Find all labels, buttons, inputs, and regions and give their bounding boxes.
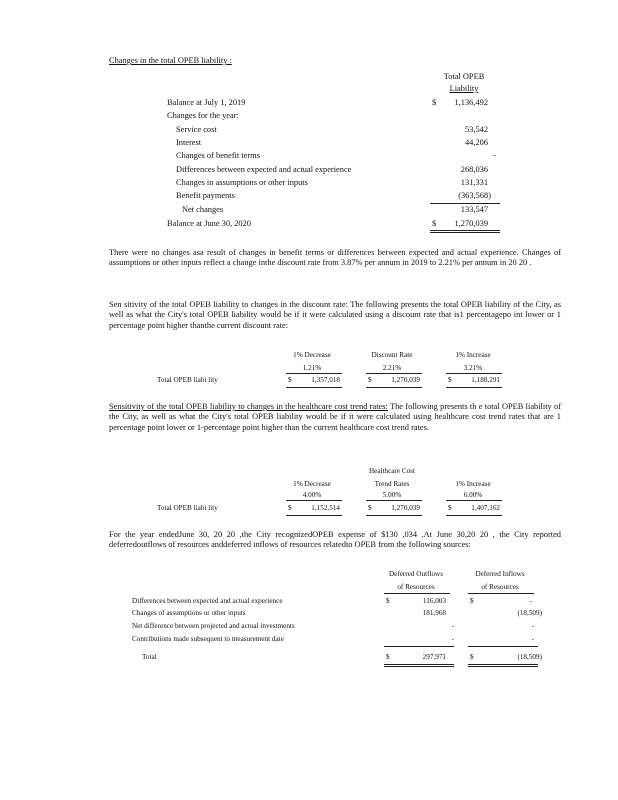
col-header: Trend Rates (374, 480, 410, 488)
dollar-sign: $ (386, 653, 390, 661)
dollar-sign: $ (386, 597, 390, 605)
paragraph-lead: Sensitivity of the total OPEB liability to changes in the healthcare cost trend rates: (109, 402, 388, 411)
rule (384, 646, 454, 647)
dollar-sign: $ (368, 376, 372, 384)
rule (366, 387, 422, 388)
row-label: Differences between expected and actual experience (176, 165, 352, 174)
rule (286, 373, 342, 374)
row-value: - (451, 635, 454, 643)
dollar-sign: $ (288, 376, 292, 384)
rule (446, 500, 502, 501)
rule (286, 387, 342, 388)
col-header-total-opeb: Total OPEB (443, 72, 485, 81)
double-rule-top (384, 664, 454, 665)
section-heading: Changes in the total OPEB liability : (109, 56, 232, 65)
rate-value: 3.21% (463, 364, 483, 372)
double-rule-bottom (430, 232, 500, 233)
double-rule-top (468, 664, 538, 665)
row-label: Balance at July 1, 2019 (167, 98, 246, 107)
row-label: Net difference between projected and actual investments (132, 622, 295, 630)
double-rule-top (430, 230, 500, 231)
rate-value: 6.00% (463, 491, 483, 499)
row-value: 44,206 (464, 138, 488, 147)
row-label: Differences between expected and actual experience (132, 597, 283, 605)
row-value: - (493, 151, 496, 160)
col-header: Deferred Inflows (475, 570, 525, 578)
dollar-sign: $ (288, 504, 292, 512)
rule (384, 593, 450, 594)
col-header: 1% Increase (455, 351, 491, 359)
col-header: of Resources (481, 583, 519, 591)
row-value: (18,509) (517, 609, 542, 617)
row-value: 181,968 (422, 609, 446, 617)
dollar-sign: $ (448, 504, 452, 512)
dollar-sign: $ (470, 597, 474, 605)
col-header: 1% Decrease (293, 480, 331, 488)
row-label: Net changes (182, 205, 224, 214)
row-label: Changes in assumptions or other inputs (176, 178, 308, 187)
row-label: Changes for the year: (167, 111, 239, 120)
dollar-sign: $ (368, 504, 372, 512)
row-value: - (531, 635, 534, 643)
rate-value: 5.00% (382, 491, 402, 499)
col-header: 1% Decrease (293, 351, 331, 359)
rate-value: 1.21% (302, 364, 322, 372)
rule (468, 593, 534, 594)
row-value: 1,188,291 (471, 376, 500, 384)
row-value: 1,357,018 (311, 376, 340, 384)
row-value: 131,331 (460, 178, 488, 187)
paragraph-deferred-resources: For the year endedJune 30, 20 20 ,the City recognizedOPEB expense of $130 ,034 .At June 30,20 20 , the City reported deferredoutflows of resources anddeferred inflows of resources relatedto OPEB from the following sources: (109, 530, 561, 550)
row-label: Changes of benefit terms (176, 151, 260, 160)
row-value: 116,003 (422, 597, 446, 605)
row-label: Total OPEB liabi lity (157, 504, 218, 512)
col-header: Discount Rate (371, 351, 413, 359)
row-value: 1,270,039 (391, 376, 420, 384)
rule (446, 515, 502, 516)
row-value: 1,136,492 (454, 98, 488, 107)
rule (366, 515, 422, 516)
rule (366, 373, 422, 374)
paragraph-body: The following presents th e total OPEB liability of the City, as well as what the City's total OPEB liability would be if it were calculated using healthcare cost trend rates that are 1 percentage point lower or 1-percentage point higher than the current healthcare cost trend rates. (109, 402, 562, 432)
rate-value: 4.00% (302, 491, 322, 499)
double-rule-bottom (384, 666, 454, 667)
row-label: Balance at June 30, 2020 (167, 219, 251, 228)
row-label: Contributions made subsequent to measurement date (132, 635, 284, 643)
total-value: 297,971 (422, 653, 446, 661)
row-value: - (451, 622, 454, 630)
row-value: 133,547 (460, 205, 488, 214)
rate-value: 2.21% (382, 364, 402, 372)
row-value: 1,270,039 (454, 219, 488, 228)
dollar-sign: $ (448, 376, 452, 384)
double-rule-bottom (468, 666, 538, 667)
dollar-sign: $ (432, 219, 437, 228)
row-value: 268,036 (460, 165, 488, 174)
total-value: (18,509) (517, 653, 542, 661)
row-label: Benefit payments (176, 191, 235, 200)
rule (286, 500, 342, 501)
rule (286, 515, 342, 516)
paragraph-healthcare-sensitivity (109, 402, 561, 433)
row-value: 1,152,514 (311, 504, 340, 512)
paragraph-discount-sensitivity: Sen sitivity of the total OPEB liability to changes in the discount rate: The following presents the total OPEB liability of the City, as well as what the City's total OPEB liability would be if it were calculated using a discount rate that is1 percentagepo int lower or 1 percentage point higher thanthe current discount rate: (109, 300, 561, 330)
total-label: Total (142, 653, 157, 661)
col-header: Deferred Outflows (388, 570, 444, 578)
rule (430, 203, 500, 204)
row-label: Changes of assumptions or other inputs (132, 609, 246, 617)
row-value: 1,407,162 (471, 504, 500, 512)
paragraph-assumption-changes: There were no changes asa result of changes in benefit terms or differences between expected and actual experience. Changes of assumptions or other inputs reflect a change inthe discount rate from 3.87% per annum in 2019 to 2.21% per annum in 20 20 . (109, 248, 561, 268)
col-header-top: Healthcare Cost (368, 467, 416, 475)
rule (366, 500, 422, 501)
rule (446, 387, 502, 388)
rule (468, 646, 538, 647)
row-value: 53,542 (464, 125, 488, 134)
row-value: (363,568) (458, 191, 491, 200)
col-header-liability: Liability (449, 84, 479, 93)
dollar-sign: $ (432, 98, 437, 107)
dollar-sign: $ (470, 653, 474, 661)
col-header: of Resources (397, 583, 435, 591)
col-header: 1% Increase (455, 480, 491, 488)
row-value: 1,270,039 (391, 504, 420, 512)
row-label: Total OPEB liabi lity (157, 376, 218, 384)
row-value: - (531, 622, 534, 630)
row-label: Interest (176, 138, 202, 147)
row-label: Service cost (176, 125, 217, 134)
rule (446, 373, 502, 374)
row-value: - (529, 597, 532, 605)
